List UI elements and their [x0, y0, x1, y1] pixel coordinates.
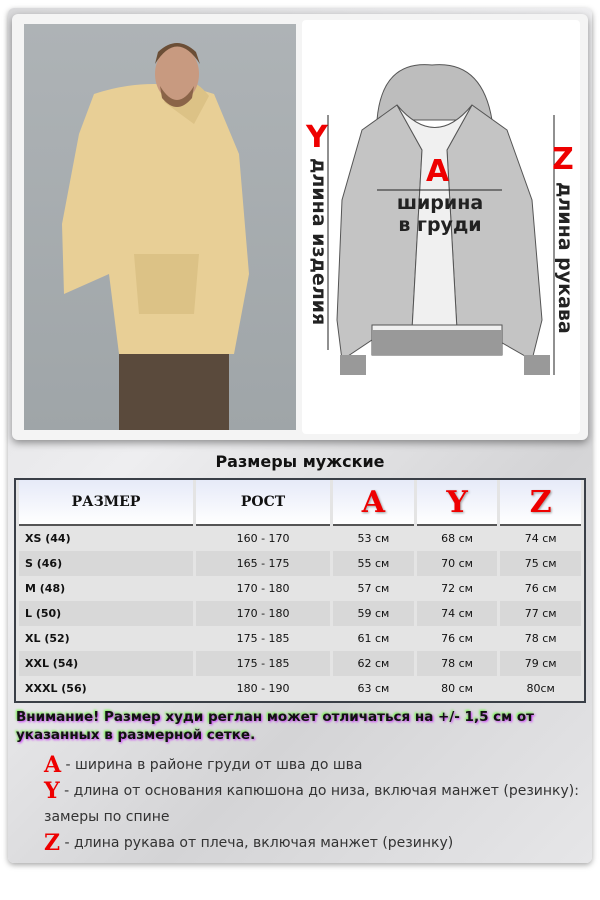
legend-letter: Z: [44, 830, 61, 856]
table-cell: M (48): [25, 582, 66, 595]
table-row: [19, 676, 581, 701]
z-marker: Z: [552, 142, 574, 177]
table-cell: 175 - 185: [236, 632, 290, 645]
table-cell: 77 см: [500, 601, 581, 626]
legend-letter: A: [44, 752, 62, 778]
table-cell: S (46): [19, 551, 193, 576]
table-cell: 75 см: [500, 551, 581, 576]
table-row: [19, 551, 581, 576]
table-cell: 74 см: [524, 532, 557, 545]
table-row: [19, 651, 581, 676]
page-title: Размеры мужские: [215, 452, 385, 471]
measurement-diagram: [302, 20, 580, 434]
header-height: РОСТ: [196, 480, 330, 526]
z-label: длина рукава: [554, 182, 576, 334]
table-cell: 80см: [526, 682, 555, 695]
table-row: [19, 576, 581, 601]
table-cell: XXXL (56): [25, 682, 87, 695]
table-cell: 160 - 170: [236, 532, 290, 545]
header-a: A: [333, 480, 414, 526]
table-row: [19, 626, 581, 651]
legend-text: - длина от основания капюшона до низа, включая манжет (резинку): замеры по спине: [44, 783, 579, 825]
a-marker: A: [426, 154, 450, 189]
legend-item-y: [44, 778, 584, 830]
table-cell: 59 см: [333, 601, 414, 626]
table-cell: 76 см: [441, 632, 473, 645]
table-cell: 79 см: [500, 651, 581, 676]
table-cell: 170 - 180: [236, 582, 290, 595]
table-cell: 170 - 180: [196, 601, 330, 626]
table-cell: 62 см: [333, 651, 414, 676]
legend-item-z: [44, 830, 584, 856]
table-cell: 80 см: [441, 682, 473, 695]
table-cell: 70 см: [417, 551, 498, 576]
table-cell: 53 см: [357, 532, 390, 545]
model-photo: [24, 24, 296, 430]
y-marker: Y: [306, 120, 328, 155]
table-row: [19, 601, 581, 626]
table-cell: 61 см: [357, 632, 390, 645]
header-y: Y: [417, 480, 498, 526]
table-cell: XXL (54): [19, 651, 193, 676]
a-label: ширина в груди: [396, 192, 484, 236]
warning-text: Внимание! Размер худи реглан может отличаться на +/- 1,5 см от указанных в размерной сетке.: [16, 709, 535, 743]
table-cell: 165 - 175: [196, 551, 330, 576]
table-cell: 78 см: [524, 632, 557, 645]
y-label: длина изделия: [308, 158, 330, 326]
size-table: [14, 478, 586, 703]
table-cell: XL (52): [25, 632, 70, 645]
header-z: Z: [500, 480, 581, 526]
table-cell: XS (44): [25, 532, 71, 545]
table-cell: 180 - 190: [236, 682, 290, 695]
legend-letter: Y: [44, 778, 60, 804]
legend: [44, 752, 584, 856]
table-cell: 63 см: [357, 682, 390, 695]
table-cell: 72 см: [441, 582, 473, 595]
table-cell: L (50): [19, 601, 193, 626]
legend-text: - длина рукава от плеча, включая манжет (резинку): [60, 835, 454, 851]
table-cell: 68 см: [441, 532, 473, 545]
legend-text: - ширина в районе груди от шва до шва: [61, 757, 363, 773]
table-cell: 76 см: [524, 582, 557, 595]
table-cell: 74 см: [417, 601, 498, 626]
table-cell: 78 см: [417, 651, 498, 676]
table-cell: 55 см: [333, 551, 414, 576]
table-cell: 175 - 185: [196, 651, 330, 676]
table-row: [19, 526, 581, 551]
legend-item-a: [44, 752, 584, 778]
header-size: РАЗМЕР: [19, 480, 193, 526]
table-cell: 57 см: [357, 582, 390, 595]
